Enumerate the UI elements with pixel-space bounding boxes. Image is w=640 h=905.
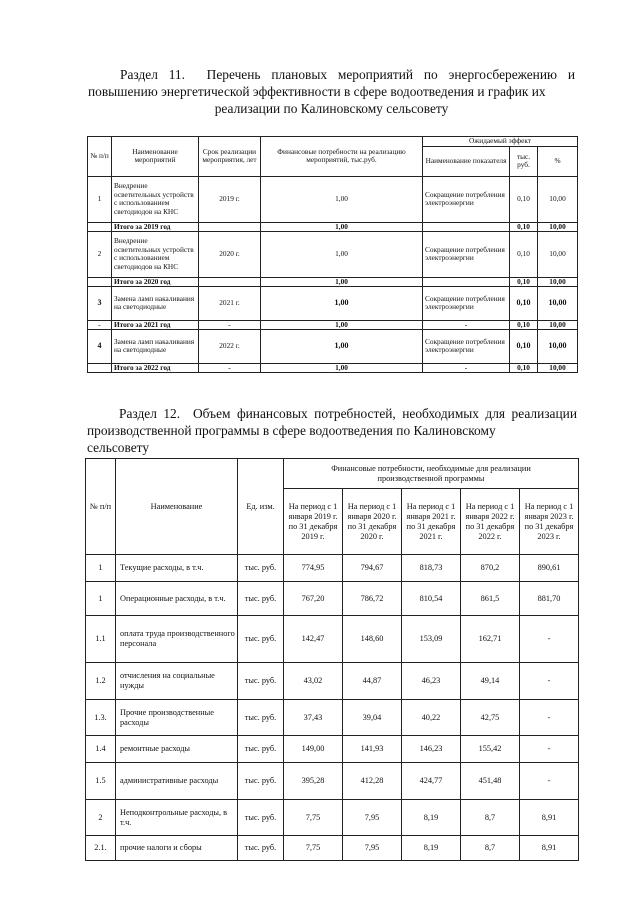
total-thous: 0,10 — [510, 222, 538, 231]
table-row — [86, 836, 579, 861]
row-finance: 1,00 — [261, 176, 423, 222]
financial-needs-table — [85, 458, 579, 861]
row-term: 2021 г. — [199, 286, 261, 320]
col-header-period: На период с 1 января 2020 г. по 31 декабря 2020 г. — [343, 489, 402, 555]
total-pct: 10,00 — [538, 320, 578, 329]
row-unit: тыс. руб. — [238, 582, 284, 616]
row-value: 767,20 — [284, 582, 343, 616]
total-indicator: - — [423, 320, 510, 329]
row-value: 43,02 — [284, 663, 343, 700]
row-value: 818,73 — [402, 555, 461, 582]
total-pct: 10,00 — [538, 277, 578, 286]
section-12-label: Раздел 12. — [119, 406, 181, 421]
row-pct: 10,00 — [538, 176, 578, 222]
total-num — [88, 363, 112, 372]
row-value: 7,75 — [284, 836, 343, 861]
row-value: 8,19 — [402, 836, 461, 861]
row-thous: 0,10 — [510, 329, 538, 363]
row-finance: 1,00 — [261, 231, 423, 277]
row-value: 42,75 — [461, 700, 520, 736]
row-term: 2019 г. — [199, 176, 261, 222]
row-value: 7,75 — [284, 800, 343, 836]
row-value: 49,14 — [461, 663, 520, 700]
row-value: - — [520, 616, 579, 663]
row-value: 786,72 — [343, 582, 402, 616]
row-value: 40,22 — [402, 700, 461, 736]
row-name: прочие налоги и сборы — [116, 836, 238, 861]
row-indicator: Сокращение потребления электроэнергии — [423, 176, 510, 222]
row-term: 2020 г. — [199, 231, 261, 277]
section-12-title-line2: производственной программы в сфере водоотведения по Калиновскому — [87, 423, 496, 438]
row-num: 4 — [88, 329, 112, 363]
row-value: 810,54 — [402, 582, 461, 616]
total-name: Итого за 2020 год — [112, 277, 199, 286]
table-row — [88, 231, 578, 277]
total-finance: 1,00 — [261, 277, 423, 286]
row-value: 7,95 — [343, 800, 402, 836]
table-row — [86, 700, 579, 736]
col-header-term: Срок реализации мероприятия, лет — [199, 137, 261, 177]
row-value: 8,7 — [461, 836, 520, 861]
total-indicator — [423, 222, 510, 231]
section-12-title-line3: сельсовету — [87, 440, 150, 455]
col-header-num: № п/п — [88, 137, 112, 177]
row-unit: тыс. руб. — [238, 736, 284, 763]
row-value: 8,7 — [461, 800, 520, 836]
row-value: 8,91 — [520, 836, 579, 861]
row-num: 3 — [88, 286, 112, 320]
row-name: Замена ламп накаливания на светодиодные — [112, 329, 199, 363]
col-header-indicator: Наименование показателя — [423, 146, 510, 176]
row-num: 1 — [86, 555, 116, 582]
row-finance: 1,00 — [261, 286, 423, 320]
row-value: 861,5 — [461, 582, 520, 616]
row-value: 8,19 — [402, 800, 461, 836]
row-value: 148,60 — [343, 616, 402, 663]
total-term: - — [199, 320, 261, 329]
row-value: 794,67 — [343, 555, 402, 582]
total-term: - — [199, 363, 261, 372]
total-num: - — [88, 320, 112, 329]
total-num — [88, 277, 112, 286]
table-row — [86, 616, 579, 663]
row-unit: тыс. руб. — [238, 763, 284, 800]
row-value: 412,28 — [343, 763, 402, 800]
total-row — [88, 277, 578, 286]
table-row — [88, 286, 578, 320]
table-row — [86, 736, 579, 763]
row-value: 44,87 — [343, 663, 402, 700]
col-header-period: На период с 1 января 2019 г. по 31 декабря 2019 г. — [284, 489, 343, 555]
row-name: Внедрение осветительных устройств с использованием светодиодов на КНС — [112, 231, 199, 277]
total-finance: 1,00 — [261, 320, 423, 329]
row-value: 39,04 — [343, 700, 402, 736]
total-finance: 1,00 — [261, 363, 423, 372]
total-row — [88, 363, 578, 372]
total-indicator: - — [423, 363, 510, 372]
row-name: ремонтные расходы — [116, 736, 238, 763]
row-value: 774,95 — [284, 555, 343, 582]
section-11-title-line1: Перечень плановых мероприятий по энергосбережению и — [206, 67, 576, 82]
total-term — [199, 222, 261, 231]
row-value: - — [520, 663, 579, 700]
col-header-thous: тыс. руб. — [510, 146, 538, 176]
row-pct: 10,00 — [538, 286, 578, 320]
table-row — [86, 663, 579, 700]
row-unit: тыс. руб. — [238, 555, 284, 582]
row-num: 1.1 — [86, 616, 116, 663]
row-value: 881,70 — [520, 582, 579, 616]
total-row — [88, 320, 578, 329]
row-thous: 0,10 — [510, 231, 538, 277]
col-header-group: Финансовые потребности, необходимые для реализации производственной программы — [284, 459, 579, 489]
row-value: 37,43 — [284, 700, 343, 736]
row-value: 146,23 — [402, 736, 461, 763]
row-name: отчисления на социальные нужды — [116, 663, 238, 700]
row-num: 1.5 — [86, 763, 116, 800]
row-unit: тыс. руб. — [238, 616, 284, 663]
total-name: Итого за 2019 год — [112, 222, 199, 231]
energy-measures-table — [87, 136, 578, 373]
section-11-title-line2: повышению энергетической эффективности в сфере водоотведения и график их — [88, 84, 546, 99]
total-finance: 1,00 — [261, 222, 423, 231]
row-value: 162,71 — [461, 616, 520, 663]
total-term — [199, 277, 261, 286]
total-num — [88, 222, 112, 231]
table-row — [86, 582, 579, 616]
row-num: 1.2 — [86, 663, 116, 700]
row-name: Текущие расходы, в т.ч. — [116, 555, 238, 582]
section-11-label: Раздел 11. — [120, 67, 185, 82]
total-indicator — [423, 277, 510, 286]
row-value: 46,23 — [402, 663, 461, 700]
row-value: 870,2 — [461, 555, 520, 582]
row-finance: 1,00 — [261, 329, 423, 363]
total-name: Итого за 2021 год — [112, 320, 199, 329]
row-num: 1.3. — [86, 700, 116, 736]
row-unit: тыс. руб. — [238, 836, 284, 861]
total-name: Итого за 2022 год — [112, 363, 199, 372]
row-thous: 0,10 — [510, 286, 538, 320]
col-header-name: Наименование — [116, 459, 238, 555]
col-header-period: На период с 1 января 2021 г. по 31 декабря 2021 г. — [402, 489, 461, 555]
total-thous: 0,10 — [510, 277, 538, 286]
row-value: 890,61 — [520, 555, 579, 582]
section-11-title-line3: реализации по Калиновскому сельсовету — [214, 101, 449, 116]
table-row — [88, 176, 578, 222]
row-indicator: Сокращение потребления электроэнергии — [423, 329, 510, 363]
col-header-period: На период с 1 января 2022 г. по 31 декабря 2022 г. — [461, 489, 520, 555]
table-row — [86, 555, 579, 582]
row-name: административные расходы — [116, 763, 238, 800]
row-indicator: Сокращение потребления электроэнергии — [423, 286, 510, 320]
col-header-name: Наименование мероприятий — [112, 137, 199, 177]
col-header-finance: Финансовые потребности на реализацию мероприятий, тыс.руб. — [261, 137, 423, 177]
col-header-unit: Ед. изм. — [238, 459, 284, 555]
total-pct: 10,00 — [538, 222, 578, 231]
row-value: 7,95 — [343, 836, 402, 861]
row-unit: тыс. руб. — [238, 700, 284, 736]
row-num: 2.1. — [86, 836, 116, 861]
row-num: 1.4 — [86, 736, 116, 763]
row-value: 395,28 — [284, 763, 343, 800]
row-unit: тыс. руб. — [238, 663, 284, 700]
row-value: 8,91 — [520, 800, 579, 836]
total-row — [88, 222, 578, 231]
total-thous: 0,10 — [510, 363, 538, 372]
row-value: 142,47 — [284, 616, 343, 663]
row-num: 1 — [86, 582, 116, 616]
row-name: Замена ламп накаливания на светодиодные — [112, 286, 199, 320]
row-value: 141,93 — [343, 736, 402, 763]
table-row — [88, 329, 578, 363]
row-pct: 10,00 — [538, 329, 578, 363]
row-name: оплата труда производственного персонала — [116, 616, 238, 663]
row-value: - — [520, 763, 579, 800]
total-thous: 0,10 — [510, 320, 538, 329]
total-pct: 10,00 — [538, 363, 578, 372]
row-value: 155,42 — [461, 736, 520, 763]
row-value: - — [520, 736, 579, 763]
col-header-effect: Ожидаемый эффект — [423, 137, 578, 147]
row-value: - — [520, 700, 579, 736]
row-num: 2 — [86, 800, 116, 836]
section-12-heading — [87, 405, 577, 456]
row-num: 1 — [88, 176, 112, 222]
section-11-heading — [88, 66, 575, 117]
row-value: 149,00 — [284, 736, 343, 763]
row-term: 2022 г. — [199, 329, 261, 363]
row-value: 424,77 — [402, 763, 461, 800]
row-thous: 0,10 — [510, 176, 538, 222]
table-row — [86, 763, 579, 800]
row-name: Внедрение осветительных устройств с использованием светодиодов на КНС — [112, 176, 199, 222]
col-header-num: № п/п — [86, 459, 116, 555]
col-header-pct: % — [538, 146, 578, 176]
row-num: 2 — [88, 231, 112, 277]
row-name: Прочие производственные расходы — [116, 700, 238, 736]
section-12-title-line1: Объем финансовых потребностей, необходимых для реализации — [193, 406, 577, 421]
row-unit: тыс. руб. — [238, 800, 284, 836]
table-row — [86, 800, 579, 836]
col-header-period: На период с 1 января 2023 г. по 31 декабря 2023 г. — [520, 489, 579, 555]
row-value: 451,48 — [461, 763, 520, 800]
row-name: Неподконтрольные расходы, в т.ч. — [116, 800, 238, 836]
row-pct: 10,00 — [538, 231, 578, 277]
row-indicator: Сокращение потребления электроэнергии — [423, 231, 510, 277]
row-value: 153,09 — [402, 616, 461, 663]
row-name: Операционные расходы, в т.ч. — [116, 582, 238, 616]
